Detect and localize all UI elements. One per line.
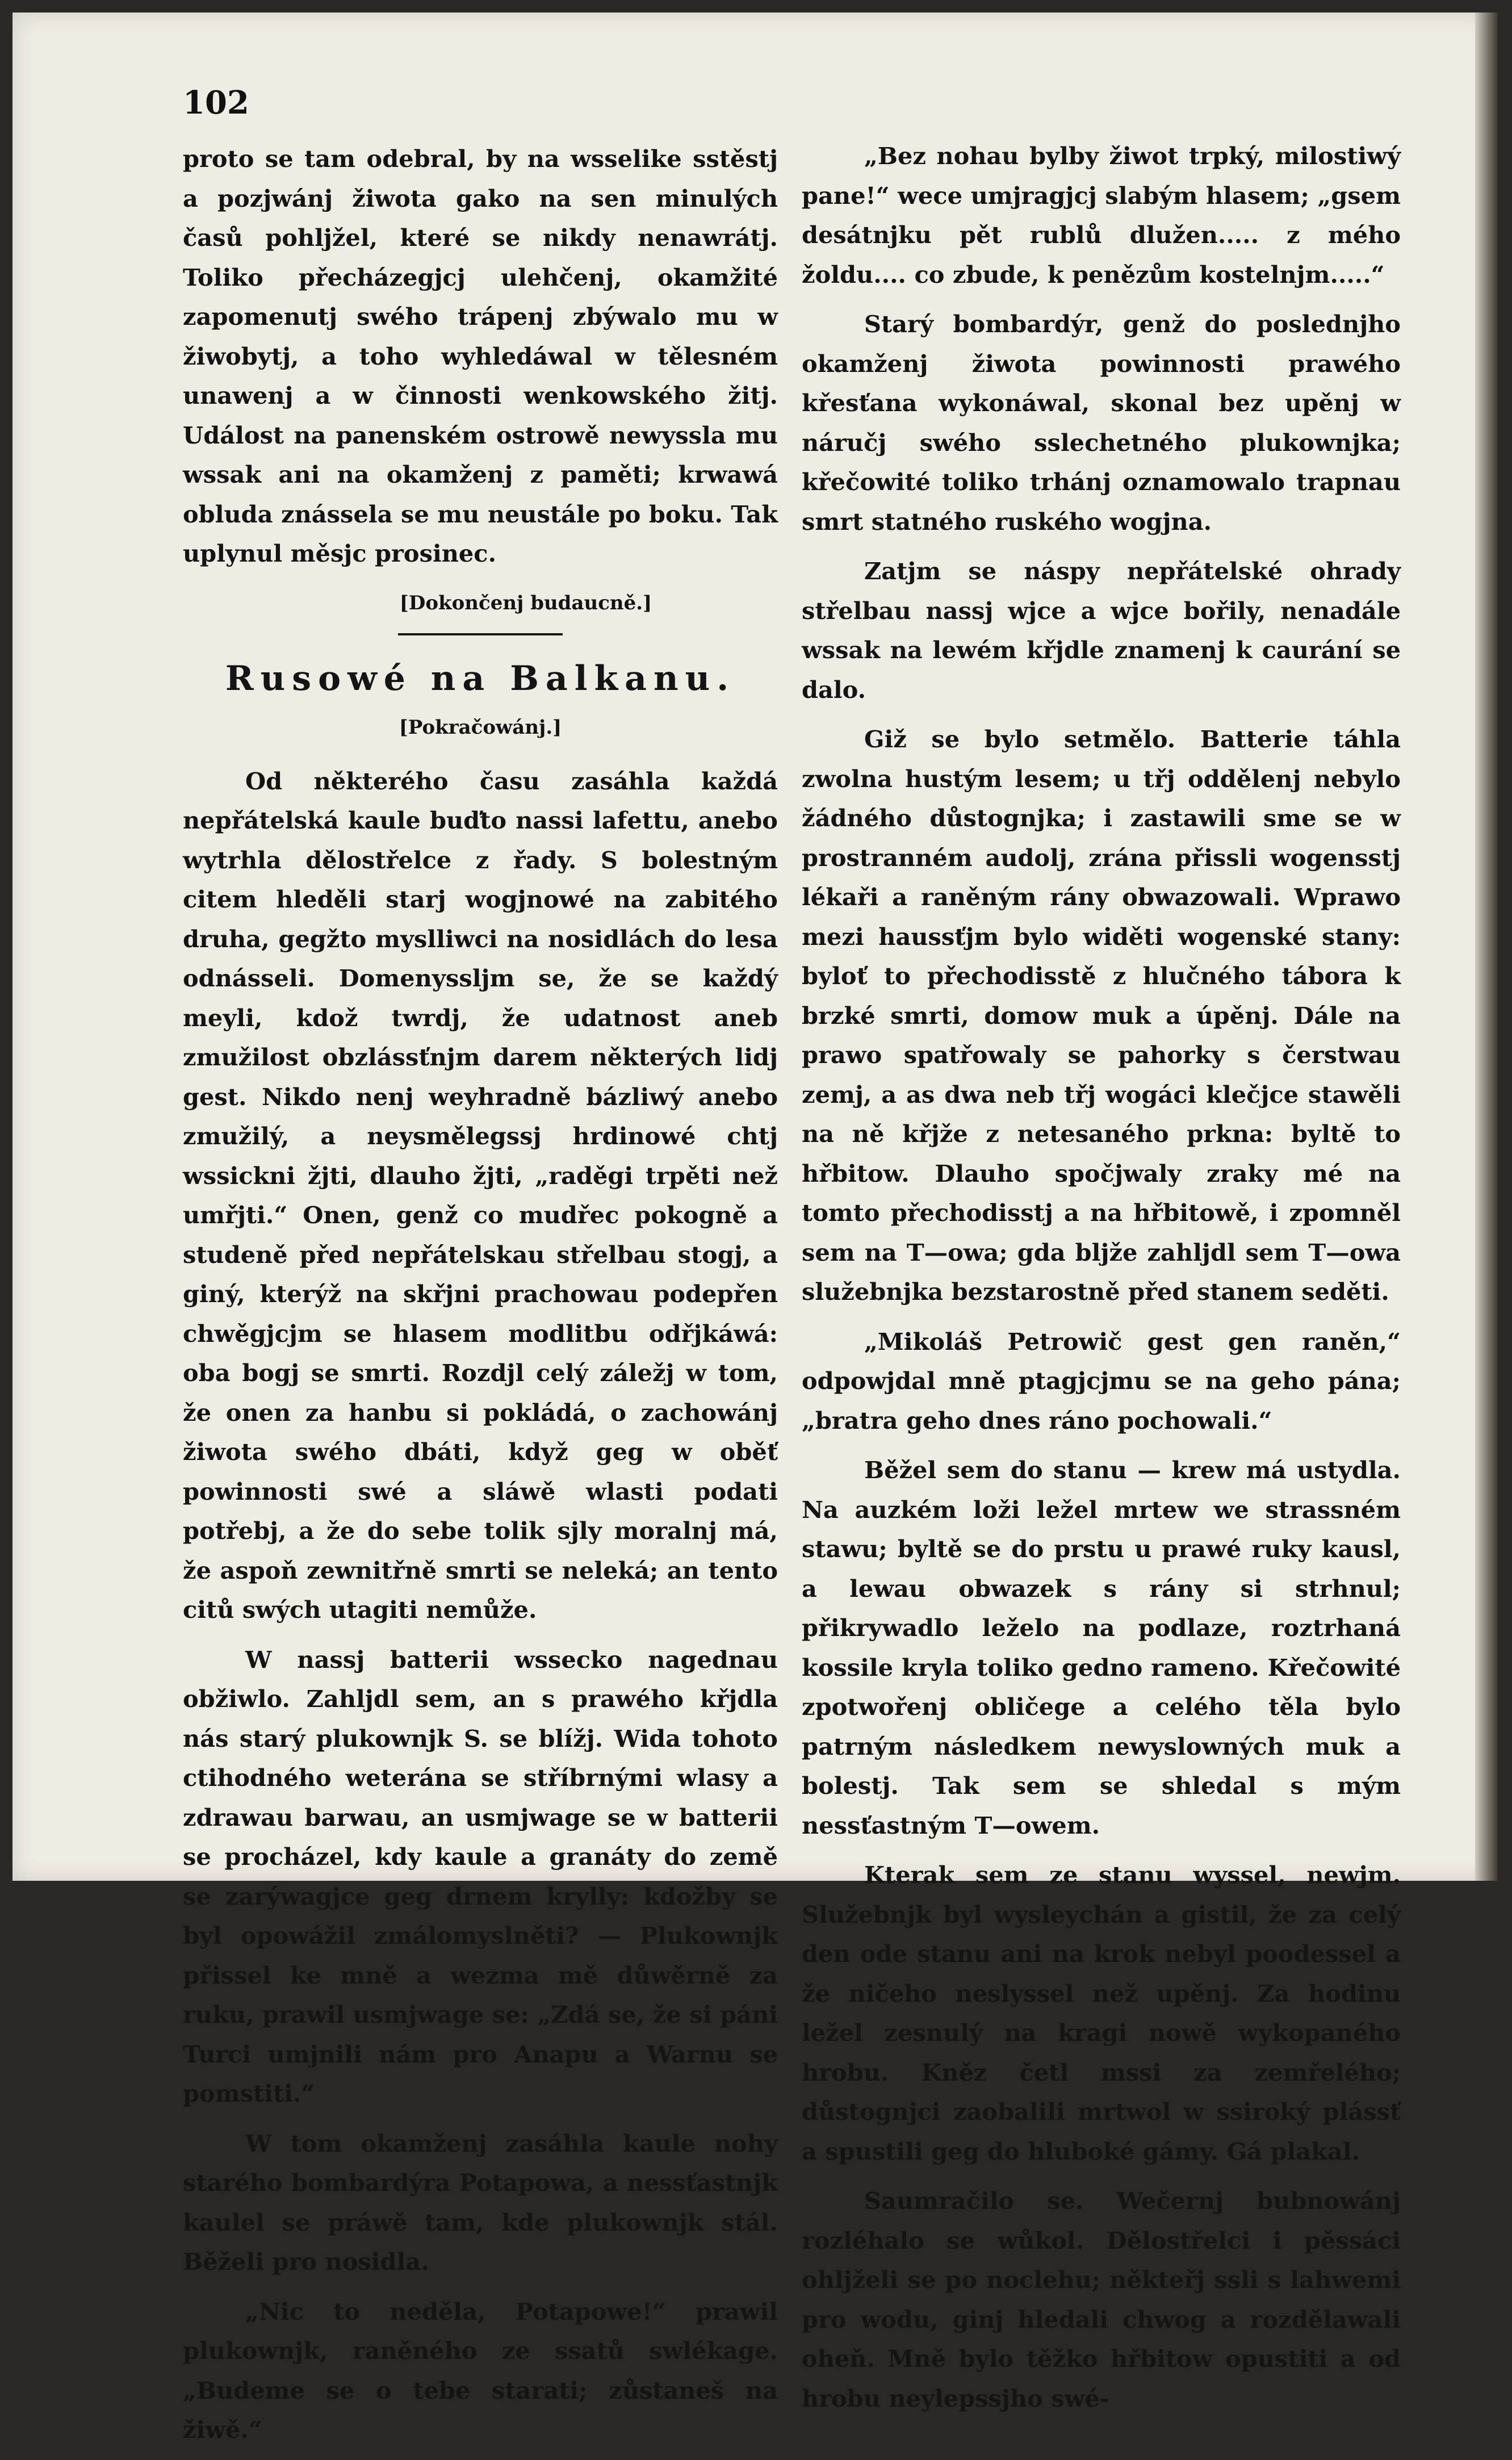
article-paragraph: Zatjm se náspy nepřátelské ohrady střelbau nassj wjce a wjce bořily, nenadále wssak na lewém křjdle znamenj k caurání se dalo. bbox=[802, 557, 1401, 704]
intro-paragraph: proto se tam odebral, by na wsselike sstěstj a pozjwánj žiwota gako na sen minulých časů pohljžel, které se nikdy nenawrátj. Toliko přecházegjcj ulehčenj, okamžité zapomenutj swého trápenj zbýwalo mu w žiwobytj, a toho wyhledáwal w tělesném unawenj a w činnosti wenkowského žitj. Událost na panenském ostrowě newyssla mu wssak ani na okamženj z paměti; krwawá obluda znássela se mu neustále po boku. Tak uplynul měsjc prosinec. bbox=[183, 145, 778, 567]
article-paragraph: Giž se bylo setmělo. Batterie táhla zwolna hustým lesem; u třj oddělenj nebylo žádného důstognjka; i zastawili sme se w prostranném audolj, zrána přissli wogensstj lékaři a raněným rány obwazowali. Wprawo mezi haussťjm bylo widěti wogenské stany: byloť to přechodisstě z hlučného tábora k brzké smrti, domow muk a úpěnj. Dále na prawo spatřowaly se pahorky s čerstwau zemj, a as dwa neb třj wogáci klečjce stawěli na ně křjže z netesaného prkna: byltě to hřbitow. Dlauho spočjwaly zraky mé na tomto přechodisstj a na hřbitowě, i zpomněl sem na T—owa; gda bljže zahljdl sem T—owa služebnjka bezstarostně před stanem seděti. bbox=[802, 725, 1401, 1306]
page-edge-shadow bbox=[1475, 12, 1498, 1881]
article-paragraph: W tom okamženj zasáhla kaule nohy starého bombardýra Potapowa, a nessťastnjk kaulel se práwě tam, kde plukownjk stál. Běželi pro nosidla. bbox=[183, 2129, 778, 2275]
article-paragraph: W nassj batterii wssecko nagednau obžiwlo. Zahljdl sem, an s prawého křjdla nás starý plukownjk S. se blížj. Wida tohoto ctihodného weterána se stříbrnými wlasy a zdrawau barwau, an usmjwage se w batterii se procházel, kdy kaule a granáty do země se zarýwagjce geg drnem krylly: kdožby se byl opowážil zmálomyslněti? — Plukownjk přissel ke mně a wezma mě důwěrně za ruku, prawil usmjwage se: „Zdá se, že si páni Turci umjnili nám pro Anapu a Warnu se pomstiti.“ bbox=[183, 1645, 778, 2107]
article-paragraph: Běžel sem do stanu — krew má ustydla. Na auzkém loži ležel mrtew we strassném stawu; byltě se do prstu u prawé ruky kausl, a lewau obwazek s rány si strhnul; přikrywadlo leželo na podlaze, roztrhaná kossile kryla toliko gedno rameno. Křečowité zpotwořenj obličege a celého těla bylo patrným následkem newyslowných muk a bolestj. Tak sem se shledal s mým nessťastným T—owem. bbox=[802, 1456, 1401, 1839]
article-paragraph: „Bez nohau bylby žiwot trpký, milostiwý pane!“ wece umjragjcj slabým hlasem; „gsem desátnjku pět rublů dlužen..... z mého žoldu.... co zbude, k penězům kostelnjm.....“ bbox=[802, 142, 1401, 288]
to-be-continued-note: [Dokončenj budaucně.] bbox=[399, 591, 652, 614]
left-column bbox=[183, 139, 778, 2460]
section-divider bbox=[398, 633, 563, 635]
article-paragraph: „Nic to neděla, Potapowe!“ prawil plukownjk, raněného ze ssatů swlékage. „Budeme se o tebe starati; zůstaneš na žiwě.“ bbox=[183, 2297, 778, 2444]
article-paragraph: Saumračilo se. Wečernj bubnowánj rozléhalo se wůkol. Dělostřelci i pěssáci ohljželi se po noclehu; někteřj ssli s lahwemi pro wodu, ginj hledali chwog a rozdělawali oheň. Mně bylo těžko hřbitow opustiti a od hrobu neylepssjho swé- bbox=[802, 2187, 1401, 2412]
article-paragraph: Od některého času zasáhla každá nepřátelská kaule buďto nassi lafettu, anebo wytrhla dělostřelce z řady. S bolestným citem hleděli starj wogjnowé na zabitého druha, gegžto myslliwci na nosidlách do lesa odnásseli. Domenyssljm se, že se každý meyli, kdož twrdj, že udatnost aneb zmužilost obzlássťnjm darem některých lidj gest. Nikdo nenj weyhradně bázliwý anebo zmužilý, a neysmělegssj hrdinowé chtj wssickni žjti, dlauho žjti, „raděgi trpěti než umřjti.“ Onen, genž co mudřec pokogně a studeně před nepřátelskau střelbau stogj, a giný, kterýž na skřjni prachowau podepřen chwěgjcjm se hlasem modlitbu odřjkáwá: oba bogj se smrti. Rozdjl celý záležj w tom, že onen za hanbu si pokládá, o zachowánj žiwota swého dbáti, když geg w oběť powinnosti swé a sláwě wlasti podati potřebj, a že do sebe tolik sjly moralnj má, že aspoň zewnitřně smrti se neleká; an tento citů swých utagiti nemůže. bbox=[183, 767, 778, 1624]
right-column bbox=[802, 136, 1401, 2428]
continued-note: [Pokračowánj.] bbox=[399, 716, 562, 739]
article-title: Rusowé na Balkanu. bbox=[225, 659, 736, 698]
article-paragraph: „Mikoláš Petrowič gest gen raněn,“ odpowjdal mně ptagjcjmu se na geho pána; „bratra geho dnes ráno pochowali.“ bbox=[802, 1327, 1401, 1434]
article-paragraph: Kterak sem ze stanu wyssel, newjm. Služebnjk byl wysleychán a gistil, že za celý den ode stanu ani na krok nebyl poodessel a že ničeho neslyssel než upěnj. Za hodinu ležel zesnulý na kragi nowě wykopaného hrobu. Kněz četl mssi za zemřelého; důstognjci zaobalili mrtwol w ssiroký plássť a spustili geg do hluboké gámy. Gá plakal. bbox=[802, 1861, 1401, 2165]
page-number: 102 bbox=[183, 84, 249, 122]
article-paragraph: Starý bombardýr, genž do poslednjho okamženj žiwota powinnosti prawého křesťana wykonáwal, skonal bez upěnj w náručj swého sslechetného plukownjka; křečowité toliko trhánj oznamowalo trapnau smrt statného ruského wogjna. bbox=[802, 310, 1401, 535]
